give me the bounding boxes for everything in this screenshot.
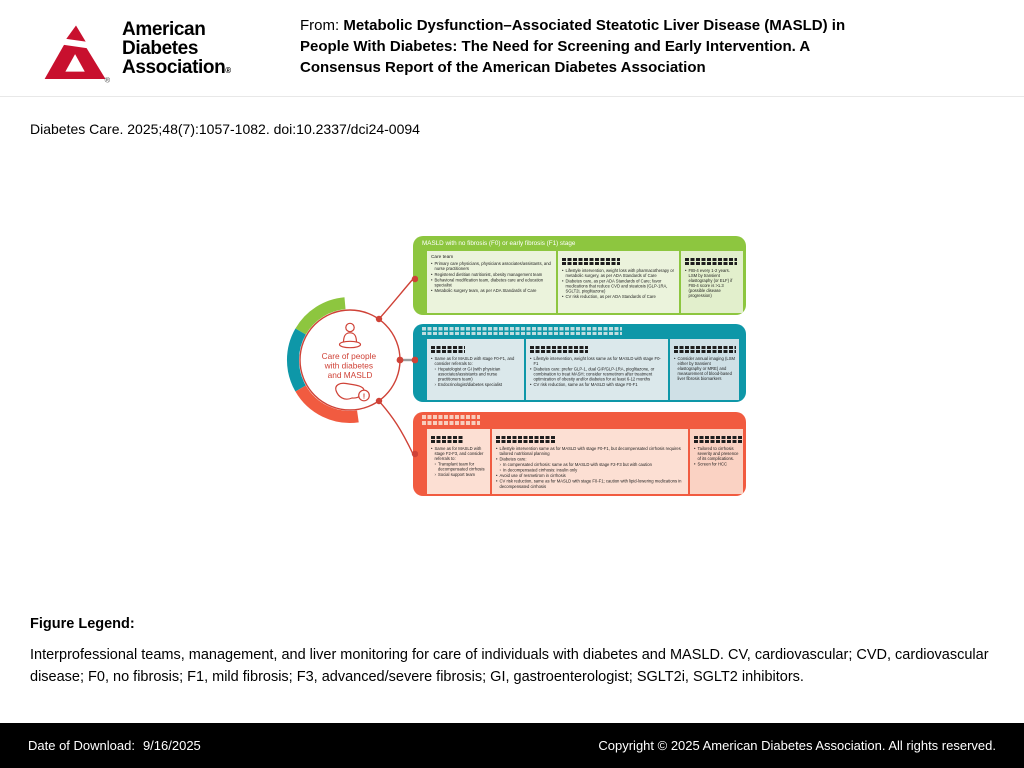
connector-dot (397, 357, 404, 364)
logo-registered-mark: ® (225, 66, 231, 75)
redacted-text-bar (496, 436, 556, 443)
management-column (558, 251, 679, 313)
management-column (526, 339, 668, 400)
stage-columns (427, 251, 744, 313)
ada-triangle-icon (40, 22, 112, 88)
monitoring-column (670, 339, 739, 400)
stage-columns (427, 339, 744, 400)
arc-stage-cirrhosis (301, 389, 358, 417)
redacted-text-bar (422, 415, 480, 425)
page-footer (0, 723, 1024, 768)
person-icon (340, 323, 361, 347)
stage-header-f2-f3 (413, 324, 746, 338)
connector-dot (412, 451, 418, 457)
logo-line-2: Diabetes (122, 38, 199, 59)
bullet-list: • Tailored to cirrhosis severity and presence of its complications. • Screen for HCC (694, 446, 739, 467)
connector-bottom (379, 401, 413, 454)
column-title: Care team (431, 254, 454, 260)
bullet-list: • Primary care physicians, physicians associates/assistants, and nurse practitioners • Registered dietitian nutritionist, obesity management team • Behavioral modification team, diabetes care and education specialist • Metabolic surgery team, as per ADA Standards of Care (431, 261, 552, 293)
logo-registered-mark: ® (104, 75, 111, 85)
redacted-text-bar (674, 346, 736, 353)
figure-legend-heading: Figure Legend: (30, 616, 135, 632)
bullet-list: • Lifestyle intervention same as for MASLD with stage F0-F1, but decompensated cirrhosis requires tailored nutritional planning • Diabetes care: › In compensated cirrhosis: same as for MASLD with stage F2-F3 but with caution › In decompensated cirrhosis: insulin only • Avoid use of resmetirom in cirrhosis • CV risk reduction, same as for MASLD with stage F0-F1; caution with lipid-lowering medications in decompensated cirrhosis (496, 446, 684, 489)
stage-box-f2-f3 (413, 324, 746, 402)
logo-line-3: Association® (122, 57, 231, 78)
figure-legend-text: Interprofessional teams, management, and liver monitoring for care of individuals with diabetes and MASLD. CV, cardiovascular; CVD, cardiovascular disease; F0, no fibrosis; F1, mild fibrosis; F3, advanced/severe fibrosis; GI, gastroenterologist; SGLT2i, SGLT2 inhibitors. (30, 647, 989, 685)
journal-citation: Diabetes Care. 2025;48(7):1057-1082. doi:10.2337/dci24-0094 (30, 121, 420, 137)
ada-logo (40, 20, 231, 88)
stage-box-f0-f1 (413, 236, 746, 315)
ada-logo-text (122, 20, 231, 80)
bullet-list: • FIB-4 every 1-2 years. LSM by transient elastography (or ELF) if FIB-4 score is >1.3 (possible disease progression) (685, 268, 739, 298)
copyright-notice: Copyright © 2025 American Diabetes Association. All rights reserved. (598, 738, 996, 753)
care-team-column (427, 251, 556, 313)
article-title (300, 15, 892, 78)
connector-dot (412, 276, 418, 282)
page-header (0, 0, 1024, 97)
connector-top (379, 279, 413, 319)
stage-columns (427, 429, 744, 494)
redacted-text-bar (694, 436, 742, 443)
redacted-text-bar (530, 346, 588, 353)
redacted-text-bar (685, 258, 737, 265)
care-circle-label: Care of people with diabetes and MASLD (321, 351, 377, 380)
article-title-text: Metabolic Dysfunction–Associated Steatotic Liver Disease (MASLD) in People With Diabetes: The Need for Screening and Early Intervention. A Consensus Report of the American Diabetes Association (300, 17, 846, 76)
download-date (28, 738, 201, 753)
bullet-list: • Same as for MASLD with stage F0-F1, and consider referrals to: › Hepatologist or GI (with physician associates/assistants and nurse practitioners team) › Endocrinologist/diabetes specialist (431, 356, 520, 387)
logo-line-1: American (122, 19, 206, 40)
figure-diagram (283, 233, 746, 515)
connector-dot (412, 357, 418, 364)
alert-exclamation: ! (362, 391, 366, 401)
stage-box-cirrhosis (413, 412, 746, 496)
care-team-column (427, 429, 490, 494)
redacted-text-bar (562, 258, 620, 265)
connector-dot (376, 398, 382, 404)
care-team-column (427, 339, 524, 400)
from-label: From: (300, 17, 344, 34)
stage-header-f0-f1 (413, 236, 746, 250)
bullet-list: • Lifestyle intervention, weight loss with pharmacotherapy or metabolic surgery, as per ADA Standards of Care • Diabetes care, as per ADA Standards of Care; favor medications that reduce CVD and steatosis (GLP-1RA, SGLT2i, pioglitazone) • CV risk reduction, as per ADA Standards of Care (562, 268, 675, 299)
redacted-text-bar (422, 327, 622, 335)
management-column (492, 429, 688, 494)
download-date-label: Date of Download: (28, 738, 135, 753)
bullet-list: • Lifestyle intervention, weight loss same as for MASLD with stage F0-F1 • Diabetes care: prefer GLP-1, dual GIP/GLP-1RA, pioglitazone, or combination to treat MASH; consider resmetirom after treatment optimization of obesity and/or diabetes for at least 6-12 months • CV risk reduction, same as for MASLD with stage F0-F1 (530, 356, 664, 387)
download-date-value: 9/16/2025 (142, 738, 201, 753)
care-circle-diagram (283, 233, 418, 515)
redacted-text-bar (431, 436, 463, 443)
bullet-list: • Same as for MASLD with stage F2-F3, and consider referrals to: › Transplant team for decompensated cirrhosis › Social support team (431, 446, 486, 477)
monitoring-column (681, 251, 743, 313)
liver-alert-icon (336, 383, 370, 401)
monitoring-column (690, 429, 743, 494)
bullet-list: • Consider annual imaging (LSM either by transient elastography or MRE) and measurement of blood-based liver fibrosis biomarkers (674, 356, 735, 381)
stage-header-cirrhosis (413, 412, 746, 428)
redacted-text-bar (431, 346, 465, 353)
connector-dot (376, 316, 382, 322)
stage-title: MASLD with no fibrosis (F0) or early fibrosis (F1) stage (422, 239, 576, 247)
